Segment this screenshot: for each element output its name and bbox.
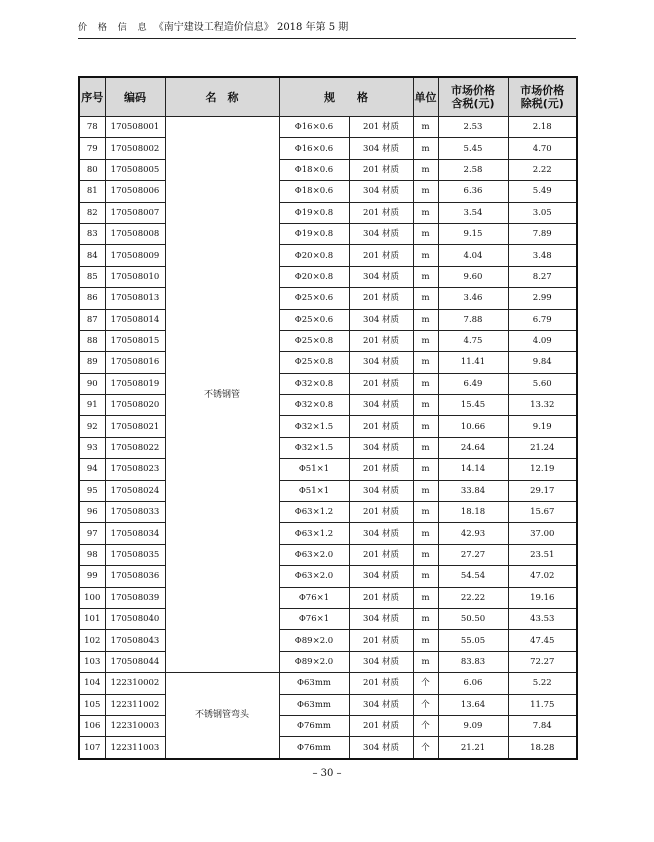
cell-unit: 个 [413, 715, 438, 736]
cell-price-notax: 7.84 [508, 715, 577, 736]
table-header-row [79, 77, 577, 117]
cell-price-notax: 47.45 [508, 630, 577, 651]
cell-price-tax: 3.46 [438, 288, 508, 309]
cell-unit: m [413, 138, 438, 159]
cell-code: 170508021 [105, 416, 165, 437]
cell-no: 101 [79, 608, 105, 629]
cell-price-tax: 83.83 [438, 651, 508, 672]
cell-material: 304 材质 [349, 223, 413, 244]
cell-code: 170508009 [105, 245, 165, 266]
table-row [79, 502, 577, 523]
cell-spec: Φ32×0.8 [279, 395, 349, 416]
cell-material: 304 材质 [349, 523, 413, 544]
cell-price-tax: 2.53 [438, 117, 508, 138]
cell-code: 170508010 [105, 266, 165, 287]
col-header-no: 序号 [79, 77, 105, 117]
cell-unit: m [413, 352, 438, 373]
cell-material: 201 材质 [349, 630, 413, 651]
cell-price-notax: 2.99 [508, 288, 577, 309]
cell-material: 201 材质 [349, 587, 413, 608]
cell-code: 122311002 [105, 694, 165, 715]
cell-code: 170508023 [105, 459, 165, 480]
cell-unit: m [413, 566, 438, 587]
cell-code: 170508002 [105, 138, 165, 159]
cell-code: 170508013 [105, 288, 165, 309]
table-row [79, 288, 577, 309]
table-row [79, 587, 577, 608]
col-header-spec: 规 格 [279, 77, 413, 117]
cell-no: 90 [79, 373, 105, 394]
table-row [79, 651, 577, 672]
cell-no: 78 [79, 117, 105, 138]
cell-price-tax: 3.54 [438, 202, 508, 223]
cell-material: 304 材质 [349, 309, 413, 330]
cell-price-notax: 3.48 [508, 245, 577, 266]
cell-unit: m [413, 437, 438, 458]
cell-price-notax: 5.22 [508, 673, 577, 694]
cell-spec: Φ32×1.5 [279, 416, 349, 437]
cell-no: 95 [79, 480, 105, 501]
cell-price-notax: 11.75 [508, 694, 577, 715]
running-header [78, 20, 578, 36]
cell-no: 94 [79, 459, 105, 480]
table-row [79, 630, 577, 651]
cell-price-notax: 21.24 [508, 437, 577, 458]
cell-price-notax: 2.18 [508, 117, 577, 138]
cell-no: 89 [79, 352, 105, 373]
col-header-unit: 单位 [413, 77, 438, 117]
cell-material: 201 材质 [349, 117, 413, 138]
cell-unit: 个 [413, 673, 438, 694]
cell-no: 83 [79, 223, 105, 244]
table-row [79, 416, 577, 437]
cell-price-tax: 9.15 [438, 223, 508, 244]
cell-material: 201 材质 [349, 673, 413, 694]
cell-code: 170508020 [105, 395, 165, 416]
cell-unit: m [413, 502, 438, 523]
cell-unit: m [413, 309, 438, 330]
cell-price-notax: 5.49 [508, 181, 577, 202]
header-kicker: 价 格 信 息 [78, 23, 151, 33]
cell-spec: Φ25×0.6 [279, 309, 349, 330]
cell-price-notax: 43.53 [508, 608, 577, 629]
cell-material: 304 材质 [349, 266, 413, 287]
cell-spec: Φ19×0.8 [279, 223, 349, 244]
cell-unit: m [413, 523, 438, 544]
cell-code: 170508001 [105, 117, 165, 138]
page-number: – 30 – [312, 768, 342, 779]
table-row [79, 566, 577, 587]
cell-no: 86 [79, 288, 105, 309]
cell-price-notax: 29.17 [508, 480, 577, 501]
table-row [79, 737, 577, 759]
cell-no: 79 [79, 138, 105, 159]
cell-material: 201 材质 [349, 544, 413, 565]
cell-no: 82 [79, 202, 105, 223]
cell-material: 304 材质 [349, 737, 413, 759]
table-row [79, 523, 577, 544]
table-row [79, 544, 577, 565]
cell-code: 170508035 [105, 544, 165, 565]
cell-price-tax: 27.27 [438, 544, 508, 565]
cell-spec: Φ25×0.8 [279, 330, 349, 351]
cell-code: 170508016 [105, 352, 165, 373]
table-row [79, 715, 577, 736]
cell-material: 201 材质 [349, 288, 413, 309]
cell-code: 122311003 [105, 737, 165, 759]
cell-code: 170508033 [105, 502, 165, 523]
header-title: 《南宁建设工程造价信息》 2018 年第 5 期 [153, 22, 349, 33]
cell-material: 304 材质 [349, 138, 413, 159]
cell-spec: Φ51×1 [279, 480, 349, 501]
cell-spec: Φ20×0.8 [279, 266, 349, 287]
table-row [79, 480, 577, 501]
cell-price-notax: 37.00 [508, 523, 577, 544]
cell-price-tax: 6.06 [438, 673, 508, 694]
cell-price-notax: 15.67 [508, 502, 577, 523]
cell-price-tax: 10.66 [438, 416, 508, 437]
cell-code: 170508024 [105, 480, 165, 501]
cell-price-notax: 9.84 [508, 352, 577, 373]
cell-material: 201 材质 [349, 373, 413, 394]
cell-price-notax: 3.05 [508, 202, 577, 223]
cell-price-tax: 18.18 [438, 502, 508, 523]
cell-code: 170508034 [105, 523, 165, 544]
cell-price-notax: 72.27 [508, 651, 577, 672]
cell-code: 170508019 [105, 373, 165, 394]
table-row [79, 330, 577, 351]
table-row [79, 352, 577, 373]
cell-spec: Φ19×0.8 [279, 202, 349, 223]
cell-material: 201 材质 [349, 715, 413, 736]
cell-unit: m [413, 459, 438, 480]
cell-spec: Φ18×0.6 [279, 181, 349, 202]
cell-price-tax: 4.75 [438, 330, 508, 351]
cell-no: 97 [79, 523, 105, 544]
cell-material: 304 材质 [349, 480, 413, 501]
cell-unit: m [413, 288, 438, 309]
cell-unit: m [413, 587, 438, 608]
cell-price-tax: 13.64 [438, 694, 508, 715]
cell-no: 81 [79, 181, 105, 202]
cell-price-notax: 5.60 [508, 373, 577, 394]
cell-price-tax: 55.05 [438, 630, 508, 651]
cell-product-name: 不锈钢管 [165, 117, 279, 673]
cell-no: 105 [79, 694, 105, 715]
cell-no: 103 [79, 651, 105, 672]
cell-no: 96 [79, 502, 105, 523]
cell-material: 304 材质 [349, 352, 413, 373]
cell-unit: 个 [413, 694, 438, 715]
cell-price-notax: 6.79 [508, 309, 577, 330]
cell-material: 304 材质 [349, 437, 413, 458]
table-row [79, 373, 577, 394]
table-row [79, 309, 577, 330]
cell-no: 100 [79, 587, 105, 608]
cell-price-notax: 47.02 [508, 566, 577, 587]
cell-spec: Φ20×0.8 [279, 245, 349, 266]
cell-material: 304 材质 [349, 608, 413, 629]
cell-no: 88 [79, 330, 105, 351]
cell-price-notax: 4.70 [508, 138, 577, 159]
cell-price-tax: 5.45 [438, 138, 508, 159]
cell-no: 99 [79, 566, 105, 587]
cell-spec: Φ16×0.6 [279, 138, 349, 159]
cell-price-tax: 2.58 [438, 159, 508, 180]
cell-no: 91 [79, 395, 105, 416]
cell-no: 102 [79, 630, 105, 651]
cell-spec: Φ18×0.6 [279, 159, 349, 180]
cell-no: 85 [79, 266, 105, 287]
cell-price-notax: 19.16 [508, 587, 577, 608]
cell-price-tax: 22.22 [438, 587, 508, 608]
cell-no: 84 [79, 245, 105, 266]
cell-code: 170508040 [105, 608, 165, 629]
cell-spec: Φ63mm [279, 673, 349, 694]
cell-code: 170508005 [105, 159, 165, 180]
cell-price-notax: 13.32 [508, 395, 577, 416]
cell-spec: Φ63×2.0 [279, 566, 349, 587]
cell-material: 304 材质 [349, 694, 413, 715]
cell-product-name: 不锈钢管弯头 [165, 673, 279, 759]
header-rule [78, 38, 576, 39]
cell-unit: 个 [413, 737, 438, 759]
cell-material: 201 材质 [349, 416, 413, 437]
cell-material: 201 材质 [349, 502, 413, 523]
cell-spec: Φ25×0.8 [279, 352, 349, 373]
cell-no: 107 [79, 737, 105, 759]
cell-spec: Φ63×1.2 [279, 502, 349, 523]
cell-price-tax: 50.50 [438, 608, 508, 629]
col-header-code: 编码 [105, 77, 165, 117]
cell-price-tax: 54.54 [438, 566, 508, 587]
cell-price-notax: 8.27 [508, 266, 577, 287]
cell-unit: m [413, 480, 438, 501]
price-table [78, 76, 578, 760]
price-table-wrap [78, 76, 576, 760]
cell-code: 170508039 [105, 587, 165, 608]
cell-no: 106 [79, 715, 105, 736]
cell-price-tax: 14.14 [438, 459, 508, 480]
cell-spec: Φ89×2.0 [279, 630, 349, 651]
cell-spec: Φ16×0.6 [279, 117, 349, 138]
table-row [79, 159, 577, 180]
cell-unit: m [413, 266, 438, 287]
cell-unit: m [413, 416, 438, 437]
cell-unit: m [413, 223, 438, 244]
cell-unit: m [413, 117, 438, 138]
cell-price-notax: 4.09 [508, 330, 577, 351]
col-header-name: 名 称 [165, 77, 279, 117]
table-row [79, 138, 577, 159]
cell-unit: m [413, 159, 438, 180]
cell-code: 170508006 [105, 181, 165, 202]
table-row [79, 459, 577, 480]
cell-price-tax: 4.04 [438, 245, 508, 266]
cell-spec: Φ76×1 [279, 608, 349, 629]
cell-unit: m [413, 330, 438, 351]
table-row [79, 395, 577, 416]
cell-spec: Φ63mm [279, 694, 349, 715]
cell-no: 87 [79, 309, 105, 330]
cell-unit: m [413, 181, 438, 202]
cell-code: 170508036 [105, 566, 165, 587]
cell-price-tax: 15.45 [438, 395, 508, 416]
cell-material: 201 材质 [349, 459, 413, 480]
cell-spec: Φ63×2.0 [279, 544, 349, 565]
cell-price-notax: 23.51 [508, 544, 577, 565]
table-row [79, 223, 577, 244]
table-row [79, 245, 577, 266]
cell-unit: m [413, 630, 438, 651]
cell-code: 170508007 [105, 202, 165, 223]
cell-no: 98 [79, 544, 105, 565]
col-header-price-notax: 市场价格 除税(元) [508, 77, 577, 117]
col-header-price-tax: 市场价格 含税(元) [438, 77, 508, 117]
cell-spec: Φ51×1 [279, 459, 349, 480]
cell-price-tax: 42.93 [438, 523, 508, 544]
cell-price-tax: 9.60 [438, 266, 508, 287]
cell-material: 304 材质 [349, 181, 413, 202]
cell-spec: Φ32×1.5 [279, 437, 349, 458]
cell-material: 201 材质 [349, 159, 413, 180]
cell-material: 201 材质 [349, 245, 413, 266]
cell-spec: Φ76mm [279, 715, 349, 736]
cell-unit: m [413, 395, 438, 416]
cell-price-tax: 11.41 [438, 352, 508, 373]
cell-spec: Φ63×1.2 [279, 523, 349, 544]
cell-material: 304 材质 [349, 566, 413, 587]
table-row [79, 694, 577, 715]
cell-price-tax: 6.49 [438, 373, 508, 394]
cell-material: 304 材质 [349, 651, 413, 672]
cell-spec: Φ25×0.6 [279, 288, 349, 309]
cell-unit: m [413, 651, 438, 672]
cell-code: 170508014 [105, 309, 165, 330]
cell-code: 170508043 [105, 630, 165, 651]
cell-price-notax: 12.19 [508, 459, 577, 480]
cell-spec: Φ76mm [279, 737, 349, 759]
cell-price-notax: 18.28 [508, 737, 577, 759]
cell-price-tax: 21.21 [438, 737, 508, 759]
cell-unit: m [413, 373, 438, 394]
table-body [79, 117, 577, 759]
cell-unit: m [413, 202, 438, 223]
table-row [79, 117, 577, 138]
cell-unit: m [413, 608, 438, 629]
cell-material: 201 材质 [349, 330, 413, 351]
cell-unit: m [413, 544, 438, 565]
cell-price-notax: 7.89 [508, 223, 577, 244]
cell-code: 170508008 [105, 223, 165, 244]
cell-price-tax: 9.09 [438, 715, 508, 736]
cell-no: 80 [79, 159, 105, 180]
cell-code: 122310003 [105, 715, 165, 736]
table-row [79, 608, 577, 629]
cell-no: 92 [79, 416, 105, 437]
cell-code: 170508044 [105, 651, 165, 672]
cell-material: 201 材质 [349, 202, 413, 223]
cell-price-notax: 9.19 [508, 416, 577, 437]
table-row [79, 181, 577, 202]
cell-price-tax: 33.84 [438, 480, 508, 501]
cell-price-tax: 7.88 [438, 309, 508, 330]
cell-price-tax: 24.64 [438, 437, 508, 458]
cell-no: 104 [79, 673, 105, 694]
table-row [79, 673, 577, 694]
table-row [79, 202, 577, 223]
cell-material: 304 材质 [349, 395, 413, 416]
table-row [79, 437, 577, 458]
cell-spec: Φ32×0.8 [279, 373, 349, 394]
cell-code: 170508015 [105, 330, 165, 351]
cell-price-tax: 6.36 [438, 181, 508, 202]
cell-code: 122310002 [105, 673, 165, 694]
cell-code: 170508022 [105, 437, 165, 458]
cell-unit: m [413, 245, 438, 266]
cell-spec: Φ89×2.0 [279, 651, 349, 672]
cell-spec: Φ76×1 [279, 587, 349, 608]
cell-price-notax: 2.22 [508, 159, 577, 180]
table-row [79, 266, 577, 287]
cell-no: 93 [79, 437, 105, 458]
